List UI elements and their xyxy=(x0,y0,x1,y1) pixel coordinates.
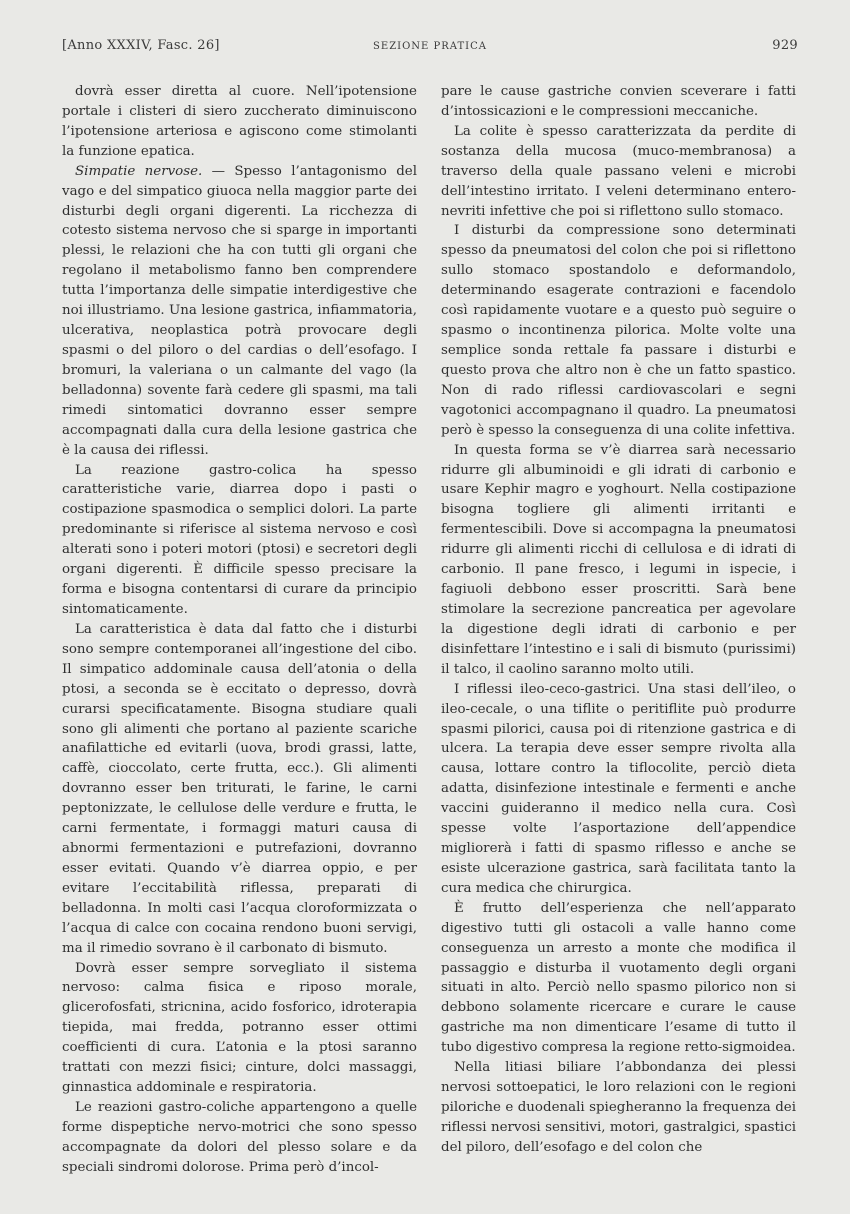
paragraph xyxy=(441,899,796,1058)
paragraph-text: — Spesso l’antagonismo del vago e del simpatico giuoca nella maggior parte dei disturbi degli organi digerenti. La ricchezza di cotesto sistema nervoso che si sparge in importanti plessi, le relazioni che ha con tutti gli organi che regolano il metabolismo fanno ben comprendere tutta l’importanza delle simpatie interdigestive che noi illustriamo. Una lesione gastrica, infiammatoria, ulcerativa, neoplastica potrà provocare degli spasmi o del piloro o del cardias o dell’esofago. I bromuri, la valeriana o un calmante del vago (la belladonna) sovente farà cedere gli spasmi, ma tali rimedi sintomatici dovranno esser sempre accompagnati dalla cura della lesione gastrica che è la causa dei riflessi. xyxy=(62,163,417,458)
paragraph-text: I disturbi da compressione sono determinati spesso da pneumatosi del colon che poi si riflettono sullo stomaco spostandolo e deformandolo, determinando esagerate contrazioni e facendolo così rapidamente vuotare e a questo può seguire o spasmo o incontinenza pilorica. Molte volte una semplice sonda rettale fa passare i disturbi e questo prova che altro non è che un fatto spastico. Non di rado riflessi cardiovascolari e segni vagotonici accompagnano il quadro. La pneumatosi però è spesso la conseguenza di una colite infettiva. xyxy=(441,223,796,438)
paragraph-text: Dovrà esser sempre sorvegliato il sistema nervoso: calma fisica e riposo morale, glicerofosfati, stricnina, acido fosforico, idroterapia tiepida, mai fredda, potranno esser ottimi coefficienti di cura. L’atonia e la ptosi saranno trattati con mezzi fisici; cinture, dolci massaggi, ginnastica addominale e respiratoria. xyxy=(62,960,417,1096)
right-text-column xyxy=(441,82,796,1158)
paragraph xyxy=(441,122,796,222)
paragraph-text: La caratteristica è data dal fatto che i disturbi sono sempre contemporanei all’ingestione del cibo. Il simpatico addominale causa dell’atonia o della ptosi, a seconda se è eccitato o depresso, dovrà curarsi specificatamente. Bisogna studiare quali sono gli alimenti che portano al paziente scariche anafilattiche ed evitarli (uova, brodi grassi, latte, caffè, cioccolato, certe frutta, ecc.). Gli alimenti dovranno esser ben triturati, le farine, le carni peptonizzate, le cellulose delle verdure e frutta, le carni fermentate, i formaggi maturi causa di abnormi fermentazioni e putrefazioni, dovranno esser evitati. Quando v’è diarrea oppio, e per evitare l’eccitabilità riflessa, preparati di belladonna. In molti casi l’acqua cloroformizzata o l’acqua di calce con cocaina rendono buoni servigi, ma il rimedio sovrano è il carbonato di bismuto. xyxy=(62,621,417,956)
paragraph-heading: Simpatie nervose. xyxy=(75,163,203,179)
paragraph-text: pare le cause gastriche convien sceverare i fatti d’intossicazioni e le compressioni meccaniche. xyxy=(441,84,796,119)
paragraph-text: La reazione gastro-colica ha spesso caratteristiche varie, diarrea dopo i pasti o costipazione spasmodica o semplici dolori. La parte predominante si riferisce al sistema nervoso e così alterati sono i poteri motori (ptosi) e secretori degli organi digerenti. È difficile spesso precisare la forma e bisogna contentarsi di curare da principio sintomaticamente. xyxy=(62,462,417,617)
paragraph-text: dovrà esser diretta al cuore. Nell’ipotensione portale i clisteri di siero zuccherato diminuiscono l’ipotensione arteriosa e agiscono come stimolanti la funzione epatica. xyxy=(62,84,417,159)
paragraph xyxy=(441,680,796,899)
page-number: 929 xyxy=(772,38,798,53)
paragraph-text: I riflessi ileo-ceco-gastrici. Una stasi dell’ileo, o ileo-cecale, o una tiflite o peritiflite può produrre spasmi pilorici, causa poi di ritenzione gastrica e di ulcera. La terapia deve esser sempre rivolta alla causa, lottare contro la tiflocolite, perciò dieta adatta, disinfezione intestinale e fermenti e anche vaccini guideranno il medico nella cura. Così spesse volte l’asportazione dell’appendice migliorerà i fatti di spasmo riflesso e anche se esiste ulcerazione gastrica, sarà facilitata tanto la cura medica che chirurgica. xyxy=(441,681,796,896)
paragraph xyxy=(62,461,417,620)
paragraph xyxy=(62,959,417,1098)
paragraph xyxy=(62,162,417,461)
paragraph xyxy=(62,620,417,959)
issue-reference: [Anno XXXIV, Fasc. 26] xyxy=(62,38,220,53)
paragraph-text: In questa forma se v’è diarrea sarà necessario ridurre gli albuminoidi e gli idrati di carbonio e usare Kephir magro e yoghourt. Nella costipazione bisogna togliere gli alimenti irritanti e fermentescibili. Dove si accompagna la pneumatosi ridurre gli alimenti ricchi di cellulosa e di idrati di carbonio. Il pane fresco, i legumi in ispecie, i fagiuoli debbono esser proscritti. Sarà bene stimolare la secrezione pancreatica per agevolare la digestione degli idrati di carbonio e per disinfettare l’intestino e i sali di bismuto (purissimi) il talco, il caolino saranno molto utili. xyxy=(441,442,796,677)
paragraph xyxy=(441,441,796,680)
section-title: SEZIONE PRATICA xyxy=(373,41,487,52)
left-text-column xyxy=(62,82,417,1178)
paragraph-text: Nella litiasi biliare l’abbondanza dei plessi nervosi sottoepatici, le loro relazioni con le regioni piloriche e duodenali spiegheranno la frequenza dei riflessi nervosi sensitivi, motori, gastralgici, spastici del piloro, dell’esofago e del colon che xyxy=(441,1060,796,1155)
paragraph-text: La colite è spesso caratterizzata da perdite di sostanza della mucosa (muco-membranosa) a traverso della quale passano veleni e microbi dell’intestino irritato. I veleni determinano entero-nevriti infettive che poi si riflettono sullo stomaco. xyxy=(441,123,796,219)
paragraph xyxy=(62,1098,417,1178)
paragraph-text: È frutto dell’esperienza che nell’apparato digestivo tutti gli ostacoli a valle hanno come conseguenza un arresto a monte che modifica il passaggio e disturba il vuotamento degli organi situati in alto. Perciò nello spasmo pilorico non si debbono solamente ricercare e curare le cause gastriche ma non dimenticare l’esame di tutto il tubo digestivo compresa la regione retto-sigmoidea. xyxy=(441,900,796,1056)
paragraph xyxy=(441,221,796,440)
running-head xyxy=(62,38,798,58)
paragraph xyxy=(441,1058,796,1158)
paragraph-text: Le reazioni gastro-coliche appartengono a quelle forme dispeptiche nervo-motrici che sono spesso accompagnate da dolori del plesso solare e da speciali sindromi dolorose. Prima però d’incol- xyxy=(62,1100,417,1175)
paragraph xyxy=(62,82,417,162)
paragraph xyxy=(441,82,796,122)
